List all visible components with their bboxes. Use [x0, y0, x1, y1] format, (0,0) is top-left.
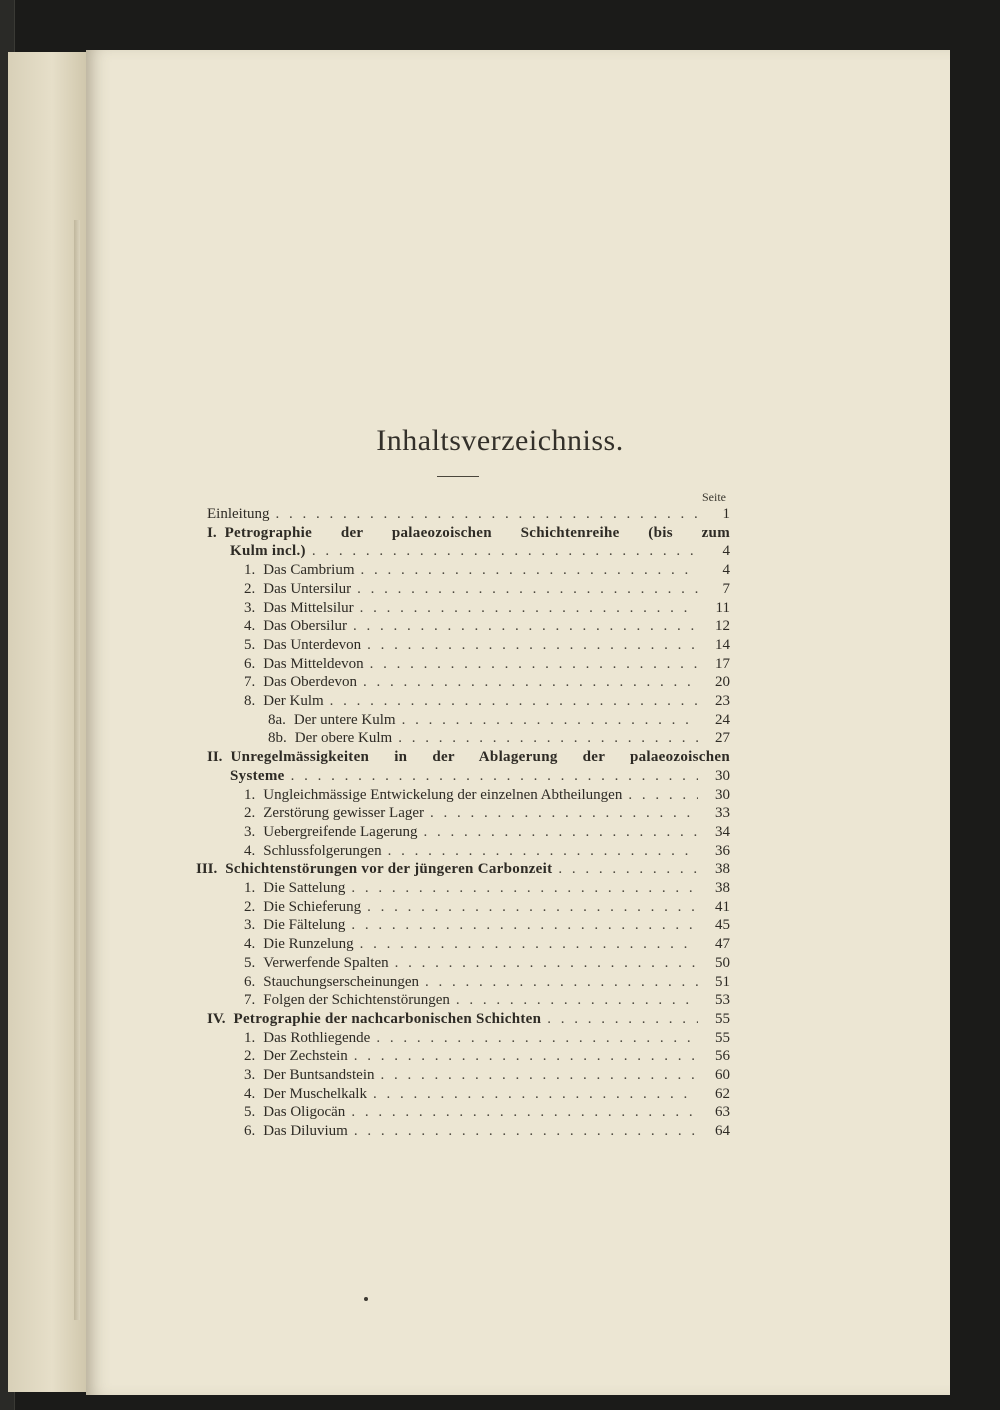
toc-entry-page: 34: [715, 823, 730, 840]
toc-entry-label: Das Obersilur: [263, 618, 347, 635]
toc-entry-page: 23: [715, 693, 730, 709]
dot-leader: [360, 600, 698, 617]
toc-entry-page: 64: [715, 1123, 730, 1140]
toc-entry-page: 27: [715, 730, 730, 747]
toc-entry-number: 2.: [244, 898, 256, 915]
toc-entry: [268, 712, 730, 731]
toc-entry: [244, 600, 730, 619]
toc-entry-page: 41: [715, 898, 730, 915]
dot-leader: [456, 992, 698, 1009]
toc-entry-label: Der obere Kulm: [294, 730, 393, 747]
toc-entry-number: 2.: [244, 805, 256, 822]
toc-entry-label: Das Cambrium: [263, 562, 355, 579]
toc-entry-page: 45: [715, 917, 730, 934]
toc-entry-number: 8.: [244, 693, 256, 709]
toc-entry-label: Die Sattelung: [263, 880, 346, 896]
dot-leader: [330, 693, 698, 710]
toc-entry-label: Schichtenstörungen vor der jüngeren Carbonzeit: [225, 861, 553, 878]
toc-entry-page: 60: [715, 1067, 730, 1083]
toc-entry: [244, 880, 730, 899]
toc-entry-page: 7: [722, 580, 730, 597]
toc-entry-label: Das Diluvium: [263, 1123, 348, 1140]
seite-column-label: Seite: [702, 490, 726, 504]
toc-entry: [268, 730, 730, 749]
toc-entry-label: Ungleichmässige Entwickelung der einzelnen Abtheilungen: [263, 786, 623, 803]
toc-entry-label: Die Schieferung: [263, 898, 362, 915]
toc-entry: [244, 1086, 730, 1105]
toc-entry-page: 4: [722, 543, 730, 560]
toc-entry-label: Petrographie der nachcarbonischen Schichten: [233, 1010, 542, 1027]
toc-entry-number: 8b.: [268, 730, 287, 747]
toc-entry-number: 4.: [244, 618, 256, 635]
dot-leader: [376, 1030, 698, 1047]
title-rule: [437, 476, 479, 477]
toc-entry-page: 38: [715, 880, 730, 896]
toc-entry-label: Das Mitteldevon: [263, 655, 364, 672]
toc-entry-label: Unregelmässigkeiten in der Ablagerung der palaeozoischen: [230, 749, 730, 766]
toc-entry-number: 7.: [244, 674, 256, 691]
toc-entry-page: 55: [715, 1029, 730, 1046]
toc-entry: [207, 749, 730, 768]
toc-entry: [244, 824, 730, 843]
dot-leader: [291, 768, 698, 785]
toc-entry: [244, 843, 730, 862]
toc-entry-number: 2.: [244, 580, 256, 597]
toc-entry-label: Der Buntsandstein: [263, 1067, 375, 1083]
dot-leader: [351, 917, 698, 934]
toc-entry: [244, 562, 730, 581]
toc-entry: [244, 637, 730, 656]
toc-entry-page: 50: [715, 954, 730, 971]
ink-spot: [364, 1297, 368, 1301]
dot-leader: [353, 618, 698, 635]
dot-leader: [628, 787, 698, 804]
toc-entry-label: Schlussfolgerungen: [263, 842, 382, 859]
dot-leader: [354, 1123, 698, 1140]
dot-leader: [367, 899, 698, 916]
toc-entry: [196, 861, 730, 880]
toc-entry-label: Das Unterdevon: [263, 636, 362, 653]
toc-entry-number: 3.: [244, 917, 256, 934]
toc-entry: [207, 525, 730, 544]
toc-entry-page: 30: [715, 786, 730, 803]
toc-entry-number: 1.: [244, 786, 256, 803]
toc-entry: [244, 805, 730, 824]
toc-entry-label: Der Muschelkalk: [263, 1085, 367, 1102]
dot-leader: [388, 843, 698, 860]
toc-entry-page: 1: [722, 506, 730, 522]
toc-entry: [244, 1030, 730, 1049]
toc-entry-page: 12: [715, 618, 730, 635]
toc-entry-label: Einleitung: [207, 506, 270, 522]
dot-leader: [373, 1086, 698, 1103]
toc-entry: [244, 992, 730, 1011]
toc-entry-label: Das Rothliegende: [263, 1029, 371, 1046]
dot-leader: [357, 581, 698, 598]
toc-entry-label: Der Kulm: [263, 693, 324, 709]
page-title: Inhaltsverzeichniss.: [376, 424, 624, 457]
dot-leader: [398, 730, 698, 747]
toc-entry-number: II.: [207, 749, 223, 766]
dot-leader: [363, 674, 698, 691]
toc-entry-label: Zerstörung gewisser Lager: [263, 805, 425, 822]
dot-leader: [380, 1067, 698, 1084]
toc-entry: [244, 936, 730, 955]
toc-entry-label: Das Untersilur: [263, 580, 352, 597]
toc-entry-number: 1.: [244, 562, 256, 579]
toc-entry-page: 63: [715, 1104, 730, 1121]
toc-entry-number: 5.: [244, 636, 256, 653]
toc-entry-page: 47: [715, 936, 730, 953]
toc-entry-number: I.: [207, 524, 217, 541]
toc-entry: [230, 768, 730, 787]
toc-entry-label: Systeme: [230, 767, 285, 784]
toc-entry-number: 6.: [244, 973, 256, 990]
dot-leader: [402, 712, 698, 729]
toc-entry-page: 14: [715, 636, 730, 653]
toc-entry-number: 4.: [244, 1085, 256, 1102]
toc-entry-number: 7.: [244, 992, 256, 1009]
page-crease: [74, 220, 80, 1320]
toc-entry-label: Folgen der Schichtenstörungen: [263, 992, 450, 1009]
toc-entry-page: 11: [715, 599, 730, 616]
toc-entry-number: IV.: [207, 1010, 226, 1027]
toc-entry-page: 62: [715, 1085, 730, 1102]
toc-entry-page: 20: [715, 674, 730, 691]
toc-entry-page: 24: [715, 711, 730, 728]
toc-entry: [244, 656, 730, 675]
toc-entry-label: Der Zechstein: [263, 1048, 348, 1065]
toc-entry-page: 33: [715, 805, 730, 822]
toc-entry: [244, 974, 730, 993]
toc-entry: [244, 1048, 730, 1067]
toc-entry: [207, 506, 730, 525]
toc-entry-page: 56: [715, 1048, 730, 1065]
toc-entry: [244, 917, 730, 936]
toc-entry-label: Der untere Kulm: [293, 711, 396, 728]
toc-entry-page: 17: [715, 655, 730, 672]
dot-leader: [395, 955, 698, 972]
dot-leader: [558, 861, 698, 878]
toc-entry-label: Petrographie der palaeozoischen Schichtenreihe (bis zum: [224, 524, 730, 541]
toc-entry-number: 1.: [244, 880, 256, 896]
toc-entry: [244, 618, 730, 637]
toc-entry-page: 36: [715, 842, 730, 859]
dot-leader: [425, 974, 698, 991]
toc-entry: [244, 581, 730, 600]
toc-entry-number: 6.: [244, 655, 256, 672]
toc-entry-number: 1.: [244, 1029, 256, 1046]
dot-leader: [312, 543, 698, 560]
toc-entry: [244, 787, 730, 806]
toc-entry: [230, 543, 730, 562]
toc-entry-page: 30: [715, 767, 730, 784]
dot-leader: [367, 637, 698, 654]
toc-entry-label: Kulm incl.): [230, 543, 306, 560]
toc-entry: [244, 1104, 730, 1123]
toc-entry-page: 51: [715, 973, 730, 990]
toc-entry-number: 5.: [244, 954, 256, 971]
toc-entry: [207, 1011, 730, 1030]
toc-entry-label: Das Oligocän: [263, 1104, 346, 1121]
dot-leader: [354, 1048, 698, 1065]
toc-entry-label: Stauchungserscheinungen: [263, 973, 420, 990]
toc-entry-label: Die Fältelung: [263, 917, 346, 934]
toc-entry-number: 6.: [244, 1123, 256, 1140]
toc-entry-label: Das Oberdevon: [263, 674, 357, 691]
toc-entry: [244, 693, 730, 712]
toc-entry-number: 3.: [244, 599, 256, 616]
toc-entry-number: 3.: [244, 1067, 256, 1083]
dot-leader: [423, 824, 698, 841]
toc-entry: [244, 1123, 730, 1142]
toc-entry-number: 2.: [244, 1048, 256, 1065]
toc-entry-number: 4.: [244, 842, 256, 859]
dot-leader: [351, 1104, 698, 1121]
dot-leader: [370, 656, 698, 673]
toc-entry: [244, 1067, 730, 1086]
toc-entry-label: Die Runzelung: [263, 936, 354, 953]
toc-entry-label: Uebergreifende Lagerung: [263, 823, 418, 840]
toc-entry-number: 4.: [244, 936, 256, 953]
toc-entry: [244, 955, 730, 974]
toc-entry-label: Verwerfende Spalten: [263, 954, 389, 971]
dot-leader: [351, 880, 698, 897]
toc-entry: [244, 899, 730, 918]
toc-entry-number: 5.: [244, 1104, 256, 1121]
toc-entry-number: III.: [196, 861, 218, 878]
dot-leader: [361, 562, 699, 579]
dot-leader: [360, 936, 698, 953]
toc-entry-number: 3.: [244, 823, 256, 840]
dot-leader: [276, 506, 699, 523]
toc-entry-page: 38: [715, 861, 730, 878]
toc-entry: [244, 674, 730, 693]
toc-entry-number: 8a.: [268, 711, 286, 728]
toc-entry-page: 4: [722, 562, 730, 579]
dot-leader: [430, 805, 698, 822]
toc-entry-page: 53: [715, 992, 730, 1009]
toc-entry-page: 55: [715, 1010, 730, 1027]
toc-entry-label: Das Mittelsilur: [263, 599, 354, 616]
dot-leader: [547, 1011, 698, 1028]
